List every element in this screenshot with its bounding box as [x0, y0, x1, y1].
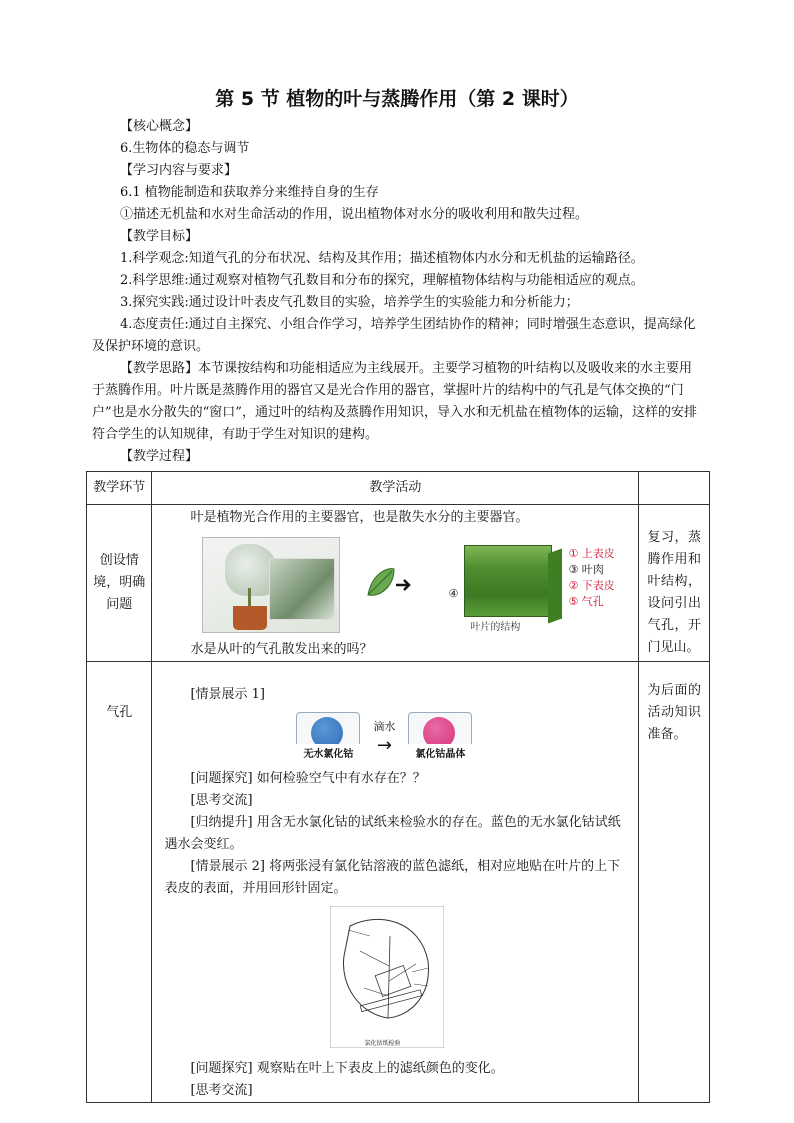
stage-label-stoma: 气孔: [106, 705, 133, 720]
leaf-structure-diagram: [418, 537, 628, 633]
stem-shape: [248, 588, 251, 608]
goals-heading: 【教学目标】: [120, 229, 199, 244]
cobalt-chloride-figure: [296, 712, 628, 758]
content-item-1: 6.1 植物能制造和获取养分来维持自身的生存: [120, 185, 379, 200]
summary: [归纳提升] 用含无水氯化钴的试纸来检验水的存在。蓝色的无水氯化钴试纸遇水会变红。: [164, 815, 621, 852]
content-item-2: ①描述无机盐和水对生命活动的作用，说出植物体对水分的吸收利用和散失过程。: [120, 207, 589, 222]
label-mesophyll: ③ 叶肉: [568, 563, 604, 576]
activity-cell: [152, 662, 639, 1103]
stage-cell: 创设情境，明确问题: [87, 505, 152, 662]
bag-closeup-inset: [269, 558, 335, 620]
right-arrow-icon: →: [376, 735, 392, 756]
note-cell: 为后面的活动知识准备。: [639, 662, 710, 1103]
crystal-label: 氯化钴晶体: [407, 744, 473, 766]
process-heading: 【教学过程】: [120, 449, 199, 464]
image-row: [202, 537, 628, 633]
label-lower-epidermis: ② 下表皮: [568, 579, 615, 592]
table-header-row: [87, 472, 710, 505]
page-title: 第 5 节 植物的叶与蒸腾作用（第 2 课时）: [215, 88, 579, 110]
crystal-box: [408, 712, 472, 758]
leaf-icon: [364, 565, 412, 605]
scene-2: [情景展示 2] 将两张浸有氯化钴溶液的蓝色滤纸，相对应地贴在叶片的上下表皮的表面，并用回形针固定。: [164, 859, 621, 896]
teaching-idea: [92, 358, 704, 446]
diagram-caption: 叶片的结构: [470, 622, 521, 633]
lesson-table: [86, 471, 710, 1103]
header-stage: 教学环节: [87, 472, 152, 505]
discussion-1: [思考交流]: [190, 793, 253, 808]
leaf-section-side: [548, 548, 562, 623]
teaching-idea-heading: 【教学思路】: [120, 361, 199, 376]
teaching-idea-text: 本节课按结构和功能相适应为主线展开。主要学习植物的叶结构以及吸收来的水主要用于蒸腾作用。叶片既是蒸腾作用的器官又是光合作用的器官，掌握叶片的结构中的气孔是气体交换的“门户”也是水分散失的“窗口”，通过叶的结构及蒸腾作用知识，导入水和无机盐在植物体的运输，这样的安排符合学生的认知规律，有助于学生对知识的建构。: [92, 361, 697, 442]
question-2: [问题探究] 观察贴在叶上下表皮上的滤纸颜色的变化。: [190, 1061, 504, 1076]
drip-water-arrow: [362, 716, 406, 754]
label-stoma: ⑤ 气孔: [568, 595, 604, 608]
anhydrous-label: 无水氯化钴: [295, 744, 361, 766]
table-row: [87, 662, 710, 1103]
table-row: [87, 505, 710, 662]
leaf-to-diagram: [364, 565, 412, 605]
goal-4: 4.态度责任:通过自主探究、小组合作学习，培养学生团结协作的精神；同时增强生态意识，提高绿化及保护环境的意识。: [92, 317, 696, 354]
goal-2: 2.科学思维:通过观察对植物气孔数目和分布的探究，理解植物体结构与功能相适应的观点。: [120, 273, 644, 288]
core-concept-text: 6.生物体的稳态与调节: [120, 141, 250, 156]
label-num-4: ④: [448, 587, 459, 600]
anhydrous-box: [296, 712, 360, 758]
stage-cell: [87, 662, 152, 1103]
question-1: [问题探究] 如何检验空气中有水存在？？: [190, 771, 426, 786]
activity-cell: [152, 505, 639, 662]
note-cell: 复习，蒸腾作用和叶结构，设问引出气孔，开门见山。: [639, 505, 710, 662]
label-upper-epidermis: ① 上表皮: [568, 547, 615, 560]
header-note: [639, 472, 710, 505]
activity-line: 叶是植物光合作用的主要器官，也是散失水分的主要器官。: [190, 510, 529, 525]
content-heading: 【学习内容与要求】: [120, 163, 238, 178]
goal-3: 3.探究实践:通过设计叶表皮气孔数目的实验，培养学生的实验能力和分析能力；: [120, 295, 579, 310]
scene-1: [情景展示 1]: [190, 687, 265, 702]
drip-water-label: 滴水: [373, 720, 396, 733]
discussion-2: [思考交流]: [190, 1083, 253, 1098]
plant-bag-photo: [202, 537, 340, 633]
header-activity: 教学活动: [152, 472, 639, 505]
leaf-test-sketch: [330, 906, 444, 1048]
intro-section: [92, 116, 704, 468]
core-concept-heading: 【核心概念】: [120, 119, 199, 134]
leaf-section-block: [464, 545, 552, 617]
goal-1: 1.科学观念:知道气孔的分布状况、结构及其作用；描述植物体内水分和无机盐的运输路径。: [120, 251, 644, 266]
activity-question: 水是从叶的气孔散发出来的吗？: [190, 642, 373, 657]
sketch-caption: 氯化钴纸检验: [364, 1040, 401, 1047]
flower-pot-shape: [233, 606, 267, 630]
